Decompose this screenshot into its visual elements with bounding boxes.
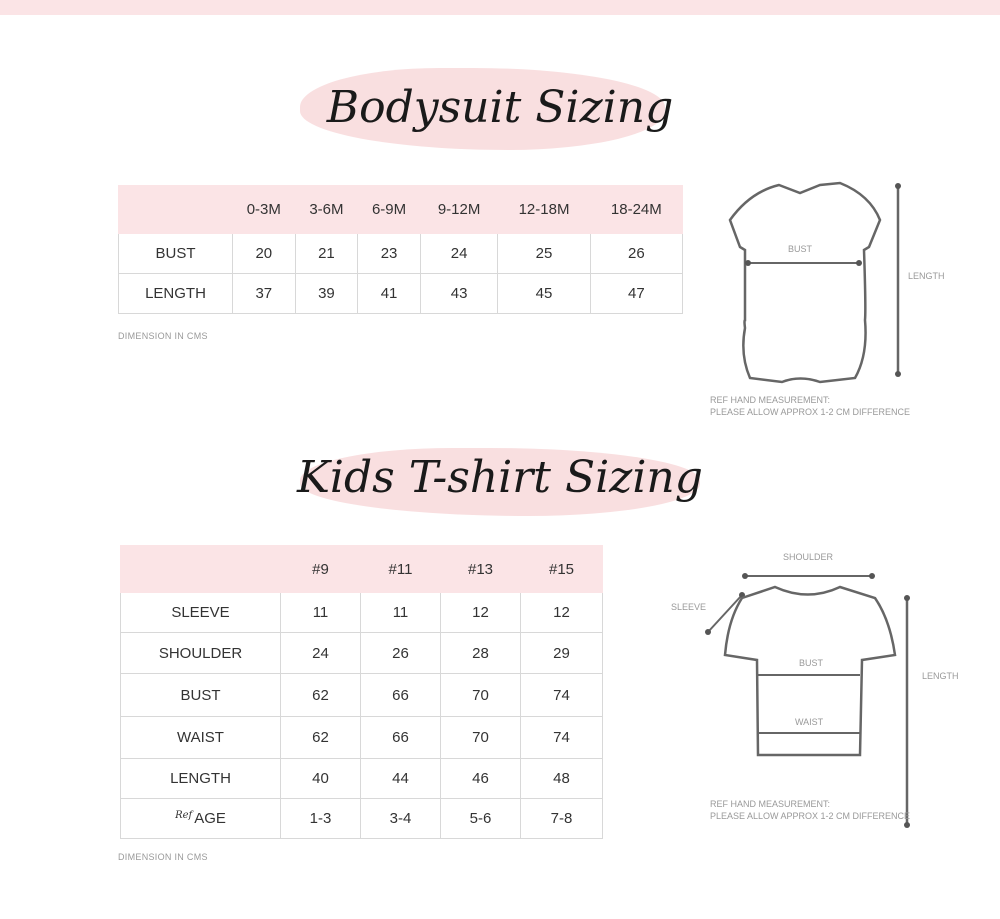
table-cell: 46: [441, 759, 521, 799]
tshirt-dimension-note: DIMENSION IN CMS: [118, 852, 208, 862]
tshirt-diagram: [700, 570, 950, 835]
tshirt-size-table: [120, 545, 603, 839]
row-label: [121, 717, 281, 759]
table-cell: 3-4: [361, 799, 441, 839]
bodysuit-dimension-note: DIMENSION IN CMS: [118, 331, 208, 341]
table-row: [119, 234, 683, 274]
table-cell: 47: [590, 274, 682, 314]
row-label: [121, 633, 281, 674]
bodysuit-size-table: [118, 185, 683, 314]
tshirt-sleeve-label: SLEEVE: [671, 602, 707, 612]
table-cell: 26: [590, 234, 682, 274]
header-cell: [119, 186, 233, 234]
table-cell: 44: [361, 759, 441, 799]
table-cell: 41: [358, 274, 421, 314]
row-label-text: WAIST: [177, 729, 224, 746]
ref-prefix: Ref: [175, 810, 193, 821]
header-cell: #11: [361, 546, 441, 593]
row-label-text: SHOULDER: [158, 644, 243, 662]
row-label: [121, 674, 281, 717]
table-cell: 66: [361, 717, 441, 759]
table-cell: 74: [521, 674, 603, 717]
tshirt-title: Kids T-shirt Sizing: [297, 452, 703, 503]
table-cell: 39: [295, 274, 358, 314]
tshirt-shoulder-label: SHOULDER: [783, 552, 834, 562]
table-cell: 7-8: [521, 799, 603, 839]
header-cell: #9: [281, 546, 361, 593]
bodysuit-ref-line1: REF HAND MEASUREMENT:: [710, 395, 831, 405]
bodysuit-outline-icon: [730, 183, 880, 382]
bodysuit-length-label: LENGTH: [908, 271, 945, 281]
table-cell: 40: [281, 759, 361, 799]
row-label-text: SLEEVE: [171, 604, 230, 621]
table-cell: 45: [498, 274, 590, 314]
top-accent-bar: [0, 0, 1000, 15]
table-cell: 24: [281, 633, 361, 674]
table-cell: 21: [295, 234, 358, 274]
table-row: [121, 717, 603, 759]
header-cell: 9-12M: [420, 186, 497, 234]
table-cell: 25: [498, 234, 590, 274]
table-cell: 20: [233, 234, 296, 274]
tshirt-bust-label: BUST: [799, 658, 824, 668]
tshirt-outline-icon: [725, 587, 895, 755]
row-label: [119, 234, 233, 274]
row-label-text: BUST: [180, 686, 221, 704]
table-cell: 1-3: [281, 799, 361, 839]
table-cell: 70: [441, 717, 521, 759]
bodysuit-title: Bodysuit Sizing: [326, 82, 674, 133]
table-cell: 26: [361, 633, 441, 674]
table-row: [121, 759, 603, 799]
table-row: [121, 633, 603, 674]
table-cell: 5-6: [441, 799, 521, 839]
table-cell: 37: [233, 274, 296, 314]
table-cell: 12: [521, 593, 603, 633]
table-row: [121, 593, 603, 633]
table-cell: 12: [441, 593, 521, 633]
row-label: [121, 593, 281, 633]
header-cell: #13: [441, 546, 521, 593]
table-row: [121, 799, 603, 839]
table-row: [119, 274, 683, 314]
table-cell: 11: [281, 593, 361, 633]
table-cell: 66: [361, 674, 441, 717]
table-cell: 70: [441, 674, 521, 717]
header-cell: 3-6M: [295, 186, 358, 234]
row-label-text: LENGTH: [145, 285, 206, 302]
bodysuit-ref-line2: PLEASE ALLOW APPROX 1-2 CM DIFFERENCE: [710, 407, 911, 417]
table-cell: 43: [420, 274, 497, 314]
header-cell: 0-3M: [233, 186, 296, 234]
tshirt-ref-line2: PLEASE ALLOW APPROX 1-2 CM DIFFERENCE: [710, 811, 911, 821]
table-cell: 23: [358, 234, 421, 274]
bodysuit-diagram: [720, 180, 1000, 390]
table-cell: 74: [521, 717, 603, 759]
table-cell: 28: [441, 633, 521, 674]
row-label-text: LENGTH: [170, 770, 231, 787]
header-cell: [121, 546, 281, 593]
header-cell: 12-18M: [498, 186, 590, 234]
header-cell: 18-24M: [590, 186, 682, 234]
header-cell: #15: [521, 546, 603, 593]
table-cell: 48: [521, 759, 603, 799]
row-label: [121, 759, 281, 799]
header-cell: 6-9M: [358, 186, 421, 234]
row-label-text: AGE: [194, 810, 226, 827]
table-cell: 29: [521, 633, 603, 674]
row-label: [121, 799, 281, 839]
table-row: [121, 674, 603, 717]
bodysuit-bust-label: BUST: [788, 244, 813, 254]
tshirt-length-label: LENGTH: [922, 671, 959, 681]
table-cell: 62: [281, 717, 361, 759]
row-label: [119, 274, 233, 314]
table-cell: 11: [361, 593, 441, 633]
table-cell: 24: [420, 234, 497, 274]
tshirt-ref-line1: REF HAND MEASUREMENT:: [710, 799, 831, 809]
tshirt-waist-label: WAIST: [795, 717, 824, 727]
row-label-text: BUST: [155, 245, 196, 262]
table-cell: 62: [281, 674, 361, 717]
